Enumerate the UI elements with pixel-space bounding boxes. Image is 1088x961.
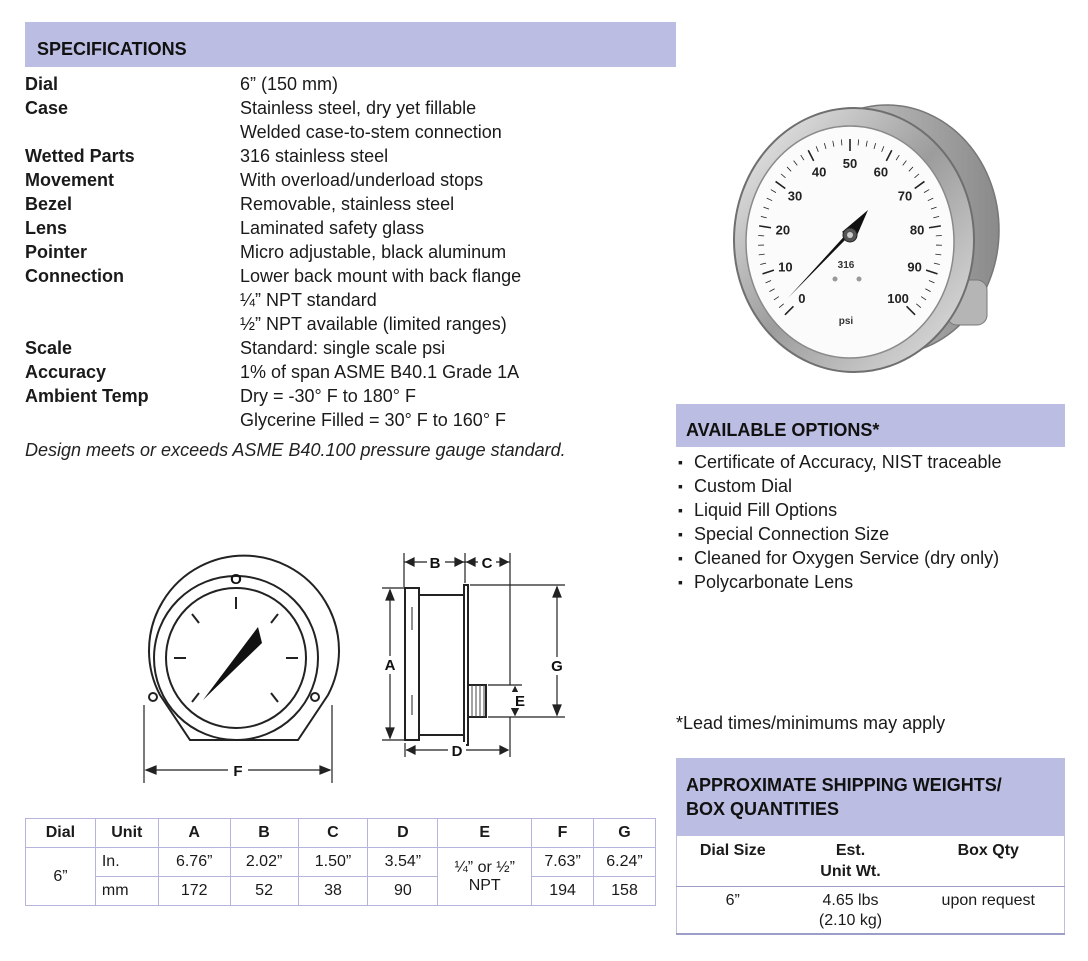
asme-standard-note: Design meets or exceeds ASME B40.100 pressure gauge standard.: [25, 440, 566, 460]
bullet: ▪: [678, 502, 683, 518]
cell-unit: mm: [95, 877, 158, 906]
header-dial-size: Dial Size: [677, 836, 789, 886]
spec-label: [25, 288, 240, 312]
gauge-dot: [833, 277, 838, 282]
spec-value: ¼” NPT standard: [240, 290, 377, 310]
table-row: [677, 886, 1065, 934]
option-label: Liquid Fill Options: [694, 500, 838, 520]
cell-c: 1.50”: [298, 848, 368, 877]
shipping-table: [676, 836, 1065, 935]
specifications-header: [25, 22, 676, 67]
options-header: [676, 404, 1065, 447]
option-label: Custom Dial: [694, 476, 793, 496]
gauge-scale-label: 70: [897, 188, 913, 204]
spec-label: [25, 120, 240, 144]
cell-e-line1: ¼” or ½”: [454, 858, 515, 876]
spec-value: Stainless steel, dry yet fillable: [240, 98, 477, 118]
header-a: A: [158, 819, 230, 848]
spec-value: Laminated safety glass: [240, 218, 425, 238]
spec-label: Dial: [25, 74, 59, 94]
dim-arrow: [407, 746, 415, 754]
spec-label: Pointer: [25, 242, 88, 262]
gauge-scale-label: 100: [887, 290, 909, 306]
spec-value: 316 stainless steel: [240, 146, 389, 166]
cell-g: 6.24”: [594, 848, 656, 877]
front-view-mount-hole: [149, 693, 157, 701]
spec-row-ambient-temp-2: [25, 408, 665, 432]
dimension-drawing: [120, 545, 600, 800]
dim-label-d: D: [451, 743, 463, 760]
header-unit: Unit: [95, 819, 158, 848]
lead-times-note: *Lead times/minimums may apply: [676, 713, 946, 733]
spec-row-wetted-parts: [25, 144, 665, 168]
dim-arrow: [146, 766, 156, 774]
dim-label-g: G: [551, 658, 563, 675]
cell-unit-weight-line2: (2.10 kg): [818, 911, 883, 929]
table-header-row: [26, 819, 656, 848]
gauge-center-text: 316: [837, 260, 855, 271]
dimensions-table: [25, 818, 656, 906]
list-item: [676, 546, 1001, 570]
spec-row-connection: [25, 264, 665, 288]
cell-c: 38: [298, 877, 368, 906]
gauge-dot: [857, 277, 862, 282]
dim-arrow: [553, 705, 561, 715]
header-g: G: [594, 819, 656, 848]
spec-row-bezel: [25, 192, 665, 216]
gauge-tick: [858, 139, 859, 145]
cell-f: 194: [532, 877, 594, 906]
spec-label: [25, 312, 240, 336]
gauge-pointer-cap: [847, 232, 853, 238]
bullet: ▪: [678, 574, 683, 590]
dial-tick: [192, 693, 199, 702]
specifications-title: SPECIFICATIONS: [37, 39, 187, 59]
cell-box-qty: upon request: [913, 886, 1065, 934]
header-box-qty: Box Qty: [913, 836, 1065, 886]
option-label: Polycarbonate Lens: [694, 572, 854, 592]
header-e: E: [438, 819, 532, 848]
spec-value: Dry = -30° F to 180° F: [240, 386, 416, 406]
gauge-tick: [841, 139, 842, 145]
spec-value: Welded case-to-stem connection: [240, 122, 502, 142]
bullet: ▪: [678, 454, 683, 470]
cell-b: 52: [230, 877, 298, 906]
dial-tick: [271, 693, 278, 702]
spec-row-pointer: [25, 240, 665, 264]
gauge-scale-label: 80: [909, 222, 925, 238]
table-row: [26, 877, 656, 906]
bullet: ▪: [678, 478, 683, 494]
list-item: [676, 474, 1001, 498]
list-item: [676, 522, 1001, 546]
shipping-title-line2: BOX QUANTITIES: [686, 799, 840, 819]
dim-arrow: [455, 558, 463, 566]
spec-label: Ambient Temp: [25, 386, 149, 406]
dim-arrow: [500, 558, 508, 566]
cell-f: 7.63”: [532, 848, 594, 877]
dim-arrow: [386, 590, 394, 600]
header-d: D: [368, 819, 438, 848]
cell-dial: 6”: [26, 848, 96, 906]
spec-label: Wetted Parts: [25, 146, 135, 166]
side-view-stem: [468, 685, 486, 717]
spec-label: Connection: [25, 266, 124, 286]
gauge-scale-label: 60: [873, 164, 889, 180]
spec-value: Lower back mount with back flange: [240, 266, 522, 286]
bullet: ▪: [678, 526, 683, 542]
gauge-scale-label: 30: [787, 188, 803, 204]
front-view-pointer: [203, 627, 262, 700]
dial-tick: [271, 614, 278, 623]
cell-unit: In.: [95, 848, 158, 877]
spec-value: With overload/underload stops: [240, 170, 484, 190]
shipping-title-line1: APPROXIMATE SHIPPING WEIGHTS/: [686, 775, 1002, 795]
gauge-scale-label: 10: [778, 259, 793, 275]
cell-unit-weight-line1: 4.65 lbs: [822, 891, 879, 909]
header-f: F: [532, 819, 594, 848]
spec-label: Lens: [25, 218, 68, 238]
cell-a: 172: [158, 877, 230, 906]
side-view-case: [419, 595, 464, 735]
spec-row-ambient-temp: [25, 384, 665, 408]
spec-value: Standard: single scale psi: [240, 338, 446, 358]
cell-e-line2: NPT: [468, 876, 501, 894]
spec-row-connection-3: [25, 312, 665, 336]
dim-arrow: [320, 766, 330, 774]
gauge-scale-label: 0: [798, 290, 806, 306]
cell-d: 90: [368, 877, 438, 906]
dim-label-c: C: [481, 555, 493, 572]
dim-label-e: E: [514, 693, 526, 710]
spec-value: ½” NPT available (limited ranges): [240, 314, 507, 334]
option-label: Special Connection Size: [694, 524, 890, 544]
spec-row-case-2: [25, 120, 665, 144]
spec-row-lens: [25, 216, 665, 240]
table-header-row: [677, 836, 1065, 886]
options-list: [676, 450, 1001, 594]
dim-label-f: F: [233, 763, 243, 780]
dim-label-a: A: [384, 657, 396, 674]
dim-arrow: [386, 728, 394, 738]
side-view-flange: [464, 585, 468, 745]
gauge-unit-text: psi: [838, 316, 854, 327]
list-item: [676, 450, 1001, 474]
specifications-list: [25, 72, 665, 432]
cell-b: 2.02”: [230, 848, 298, 877]
header-dial: Dial: [26, 819, 96, 848]
cell-e: [438, 848, 532, 906]
cell-g: 158: [594, 877, 656, 906]
dim-arrow: [500, 746, 508, 754]
spec-row-connection-2: [25, 288, 665, 312]
header-unit-weight-line1: Est.: [835, 842, 866, 859]
spec-row-scale: [25, 336, 665, 360]
spec-label: Bezel: [25, 194, 73, 214]
dim-arrow: [406, 558, 414, 566]
list-item: [676, 570, 1001, 594]
dim-label-b: B: [429, 555, 441, 572]
spec-value: Removable, stainless steel: [240, 194, 455, 214]
options-title: AVAILABLE OPTIONS*: [686, 420, 880, 440]
bullet: ▪: [678, 550, 683, 566]
cell-unit-weight: [789, 886, 913, 934]
spec-value: 1% of span ASME B40.1 Grade 1A: [240, 362, 520, 382]
spec-row-case: [25, 96, 665, 120]
gauge-scale-label: 90: [907, 259, 922, 275]
spec-value: 6” (150 mm): [240, 74, 339, 94]
cell-dial-size: 6”: [677, 886, 789, 934]
spec-row-accuracy: [25, 360, 665, 384]
dial-tick: [192, 614, 199, 623]
dim-arrow: [467, 558, 475, 566]
header-c: C: [298, 819, 368, 848]
gauge-scale-label: 20: [775, 222, 791, 238]
table-row: [26, 848, 656, 877]
option-label: Certificate of Accuracy, NIST traceable: [694, 452, 1002, 472]
shipping-header: [676, 758, 1065, 836]
header-b: B: [230, 819, 298, 848]
header-unit-weight-line2: Unit Wt.: [820, 863, 881, 880]
gauge-scale-label: 50: [842, 156, 858, 171]
spec-row-movement: [25, 168, 665, 192]
spec-label: Case: [25, 98, 69, 118]
header-unit-weight: [789, 836, 913, 886]
spec-label: Accuracy: [25, 362, 107, 382]
list-item: [676, 498, 1001, 522]
spec-value: Glycerine Filled = 30° F to 160° F: [240, 410, 507, 430]
cell-d: 3.54”: [368, 848, 438, 877]
option-label: Cleaned for Oxygen Service (dry only): [694, 548, 1000, 568]
dim-label-zero: O: [230, 571, 242, 588]
dim-arrow: [553, 587, 561, 597]
front-view-mount-hole: [311, 693, 319, 701]
spec-label: Movement: [25, 170, 115, 190]
spec-row-dial: [25, 72, 665, 96]
spec-label: Scale: [25, 338, 73, 358]
gauge-scale-label: 40: [811, 164, 827, 180]
gauge-photo: [722, 100, 1012, 380]
spec-value: Micro adjustable, black aluminum: [240, 242, 507, 262]
cell-a: 6.76”: [158, 848, 230, 877]
spec-label: [25, 408, 240, 432]
